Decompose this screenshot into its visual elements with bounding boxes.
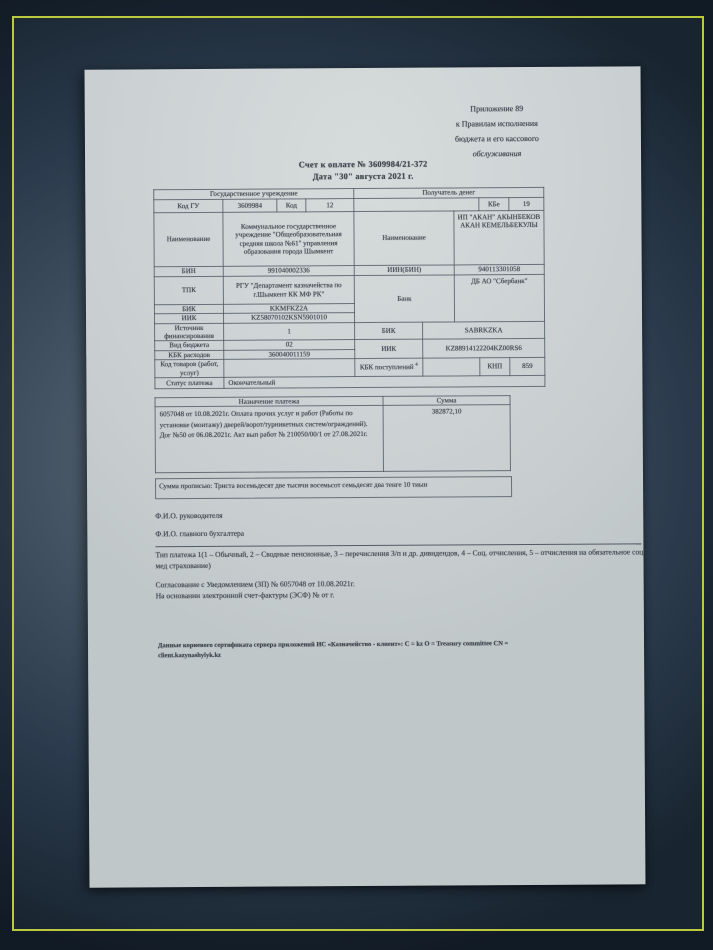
gu-bik-value: KKMFKZ2A	[223, 304, 354, 314]
kbk-footnote-mark: 4	[415, 362, 418, 368]
gu-code-value: 3609984	[223, 199, 277, 212]
agreement-line: Согласование с Уведомлением (ЗП) № 6057048 от 10.08.2021г.	[155, 579, 355, 590]
gu-code-label: Код ГУ	[154, 199, 223, 212]
knp-value: 859	[510, 358, 545, 376]
empty-cell	[423, 358, 480, 376]
status-label: Статус платежа	[155, 377, 224, 388]
gu-tpk-value: РГУ "Департамент казначейства по г.Шымкент КК МФ РК"	[223, 276, 354, 305]
gu-kbk-value: 360040011159	[224, 350, 355, 360]
amount-in-words-box: Сумма прописью: Триста восемьдесят две тысячи восемьсот семьдесят два тенге 10 тиын	[155, 476, 512, 499]
gu-source-label: Источник финансирования	[155, 323, 224, 341]
gu-source-value: 1	[224, 322, 355, 340]
signature-accountant: Ф.И.О. главного бухгалтера	[155, 528, 245, 539]
knp-label: КНП	[480, 358, 510, 376]
gu-bik-label: БИК	[154, 304, 223, 314]
recipient-name-label: Наименование	[354, 211, 454, 266]
recipient-iik-label: ИИК	[355, 339, 423, 359]
recipient-iin-label: ИИН(БИН)	[354, 265, 454, 276]
recipient-bank-label: Банк	[354, 275, 454, 322]
status-value: Окончательный	[224, 375, 545, 388]
payment-purpose-table	[155, 395, 511, 473]
recipient-iin-value: 940113301058	[454, 264, 544, 275]
gu-goods-label: Код товаров (работ, услуг)	[155, 360, 224, 378]
appendix-line: бюджета и его кассового	[454, 133, 539, 144]
invoice-document	[85, 66, 646, 887]
gu-kbk-label: КБК расходов	[155, 350, 224, 360]
invoice-date-line: Дата "30" августа 2021 г.	[312, 170, 414, 182]
appendix-line: обслуживания	[472, 149, 522, 159]
gu-iik-value: KZ58070102KSN5901010	[223, 313, 354, 323]
esf-line: На основании электронной счет-фактуры (ЭСФ) № от г.	[155, 590, 335, 601]
sum-value: 382872,10	[383, 405, 510, 472]
recipient-bik-value: SABRKZKA	[423, 321, 545, 339]
gu-kod-label: Код	[277, 199, 306, 212]
appendix-line: к Правилам исполнения	[455, 118, 538, 129]
divider-line	[155, 543, 641, 547]
purpose-header: Назначение платежа	[155, 396, 383, 407]
gu-tpk-label: ТПК	[154, 276, 223, 304]
empty-cell	[354, 198, 479, 212]
kbe-label: КБе	[479, 198, 509, 211]
recipient-kbk-label-text: КБК поступлений	[359, 363, 414, 372]
appendix-line: Приложение 89	[470, 104, 524, 114]
document-title	[85, 156, 641, 183]
recipient-kbk-label	[355, 358, 423, 376]
recipient-bank-value: ДБ АО "Сбербанк"	[454, 274, 544, 321]
requisites-table	[153, 187, 545, 389]
gu-section-header: Государственное учреждение	[154, 189, 354, 200]
recipient-bik-label: БИК	[355, 322, 423, 340]
gu-goods-value	[224, 359, 355, 377]
signature-head: Ф.И.О. руководителя	[155, 510, 223, 521]
appendix-note	[427, 101, 567, 162]
gu-name-value: Коммунальное государственное учреждение "Общеобразовательная средняя школа №61" управления образования города Шымкент	[223, 212, 354, 267]
kbe-value: 19	[509, 197, 544, 210]
gu-bin-label: БИН	[154, 266, 223, 276]
invoice-number-line: Счет к оплате № 3609984/21-372	[298, 158, 428, 170]
recipient-section-header: Получатель денег	[354, 187, 544, 198]
gu-budget-label: Вид бюджета	[155, 340, 224, 350]
certificate-note: Данные корневого сертификата сервера приложений ИС «Казначейство - клиент»: C = kz O = Treasury committee CN = client.kazynashylyk.kz	[158, 640, 509, 659]
gu-kod-value: 12	[306, 199, 354, 212]
recipient-name-value: ИП "АКАН" АКЫНБЕКОВ АКАН КЕМЕЛЬБЕКУЛЫ	[454, 210, 544, 265]
purpose-text: 6057048 от 10.08.2021г. Оплата прочих услуг и работ (Работы по установке (монтажу) дверей/ворот/турникетных систем/ограждений). Дог №50 от 06.08.2021г. Акт вып работ № 210050/00/1 от 27.08.2021г.	[155, 406, 383, 473]
gu-budget-value: 02	[224, 340, 355, 351]
payment-type-note: Тип платежа 1(1 – Обычный, 2 – Сводные пенсионные, 3 – перечисления З/п и др. дивидендов, 4 – Соц. отчисления, 5 – отчисления на обязательное соц. мед страхование)	[155, 547, 646, 570]
gu-iik-label: ИИК	[155, 314, 224, 324]
sum-header: Сумма	[383, 396, 510, 406]
gu-name-label: Наименование	[154, 212, 223, 266]
recipient-iik-value: KZ88914122204KZ00RS6	[423, 338, 545, 358]
gu-bin-value: 991040002336	[223, 266, 354, 277]
